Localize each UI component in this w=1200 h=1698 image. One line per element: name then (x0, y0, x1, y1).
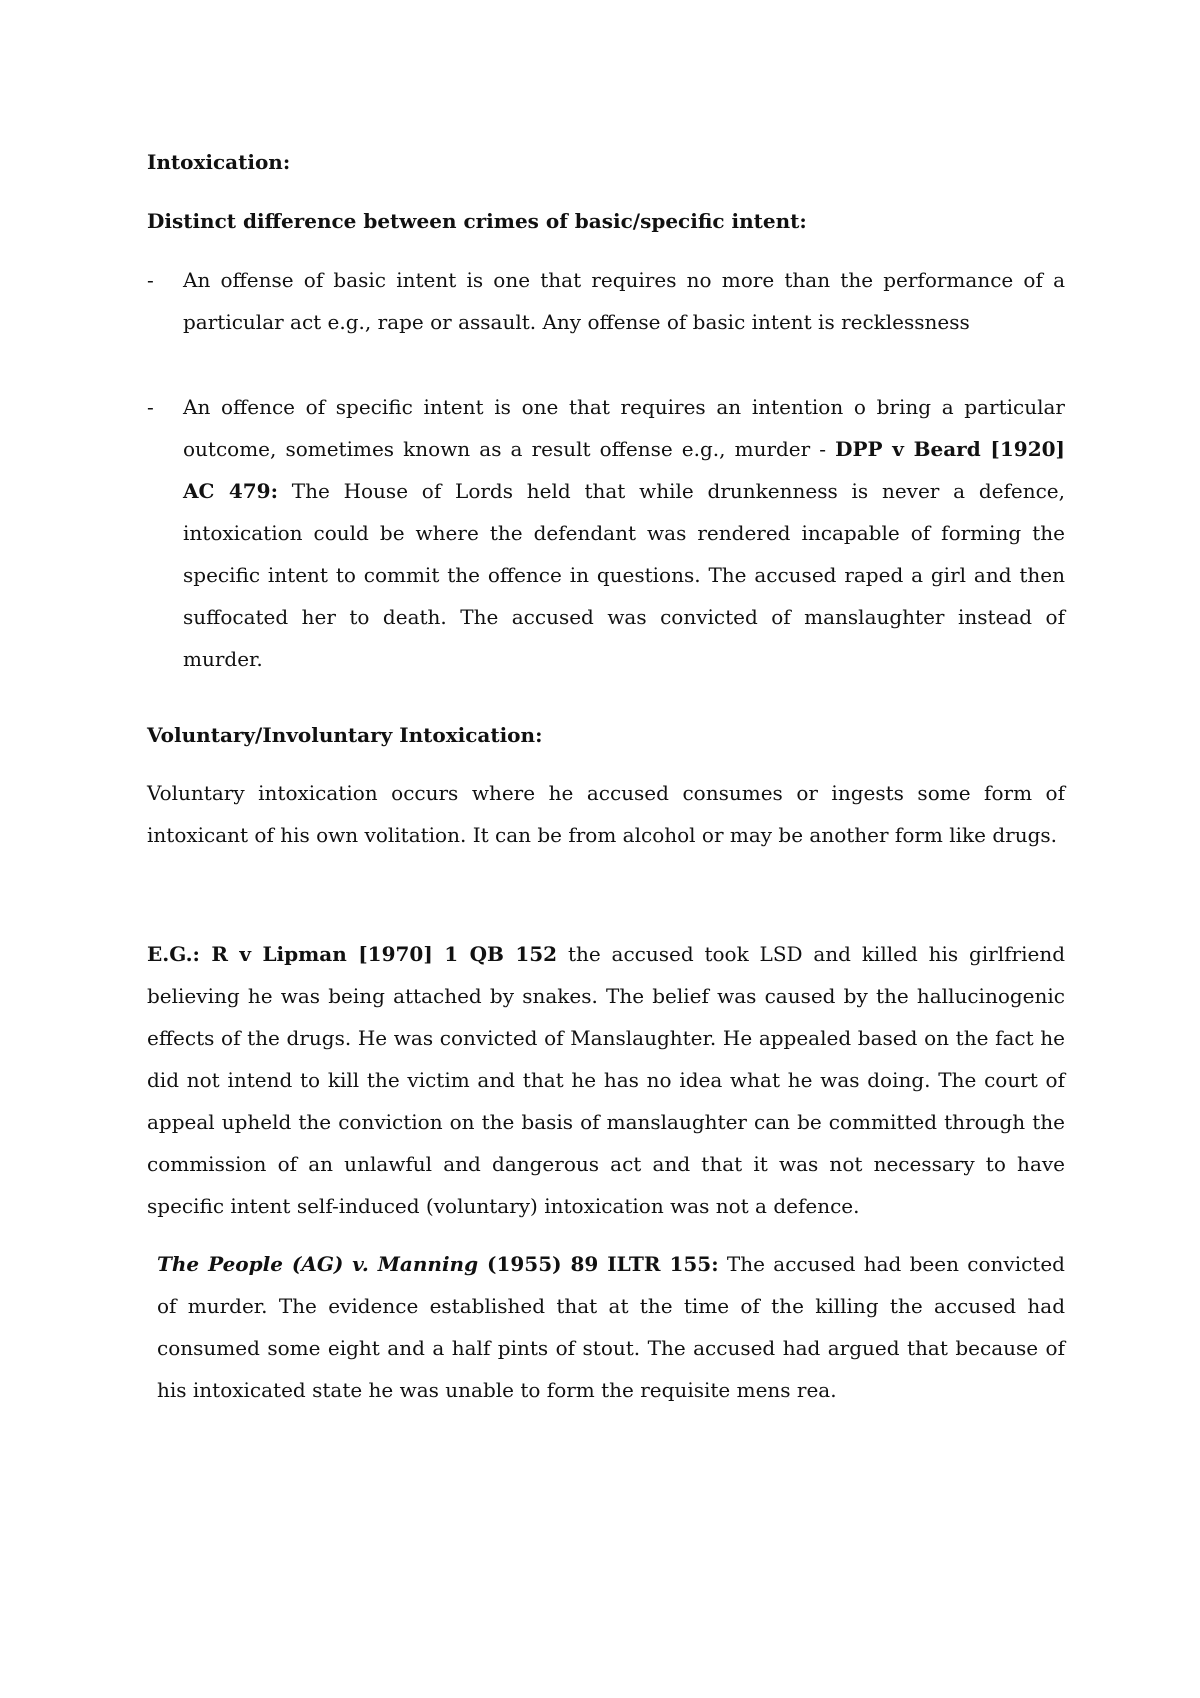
bullet-basic-intent-text: An offense of basic intent is one that requires no more than the performance of a particular act e.g., rape or assault. Any offense of basic intent is recklessness (183, 268, 1065, 334)
case-people-v-manning: The People (AG) v. Manning (157, 1252, 479, 1276)
bullet-dash: - (147, 395, 154, 419)
case-manning-citation: (1955) 89 ILTR 155: (478, 1252, 719, 1276)
bullet-dash: - (147, 268, 154, 292)
bullet-basic-intent (147, 259, 1065, 343)
manning-text: The accused had been convicted of murder. The evidence established that at the time of the killing the accused had consumed some eight and a half pints of stout. The accused had argued that because of his intoxicated state he was unable to form the requisite mens rea. (157, 1252, 1065, 1402)
lipman-text: the accused took LSD and killed his girlfriend believing he was being attached by snakes. The belief was caused by the hallucinogenic effects of the drugs. He was convicted of Manslaughter. He appealed based on the fact he did not intend to kill the victim and that he has no idea what he was doing. The court of appeal upheld the conviction on the basis of manslaughter can be committed through the commission of an unlawful and dangerous act and that it was not necessary to have specific intent self-induced (voluntary) intoxication was not a defence. (147, 942, 1066, 1218)
heading-intoxication: Intoxication: (147, 150, 291, 174)
heading-basic-specific-intent: Distinct difference between crimes of basic/specific intent: (147, 209, 807, 233)
manning-paragraph (157, 1243, 1065, 1411)
lipman-paragraph (147, 933, 1065, 1227)
case-dpp-v-beard: DPP v Beard [1920] AC 479: (183, 437, 1065, 503)
bullet-specific-intent (147, 386, 1065, 680)
specific-intent-rest: The House of Lords held that while drunkenness is never a defence, intoxication could be where the defendant was rendered incapable of forming the specific intent to commit the offence in questions. The accused raped a girl and then suffocated her to death. The accused was convicted of manslaughter instead of murder. (183, 479, 1065, 671)
case-r-v-lipman: E.G.: R v Lipman [1970] 1 QB 152 (147, 942, 558, 966)
voluntary-intoxication-paragraph: Voluntary intoxication occurs where he accused consumes or ingests some form of intoxicant of his own volitation. It can be from alcohol or may be another form like drugs. (147, 781, 1065, 847)
bullet-specific-intent-text (183, 386, 1065, 680)
specific-intent-lead: An offence of specific intent is one that requires an intention o bring a particular outcome, sometimes known as a result offense e.g., murder - (183, 395, 1065, 461)
heading-voluntary-involuntary: Voluntary/Involuntary Intoxication: (147, 723, 543, 747)
